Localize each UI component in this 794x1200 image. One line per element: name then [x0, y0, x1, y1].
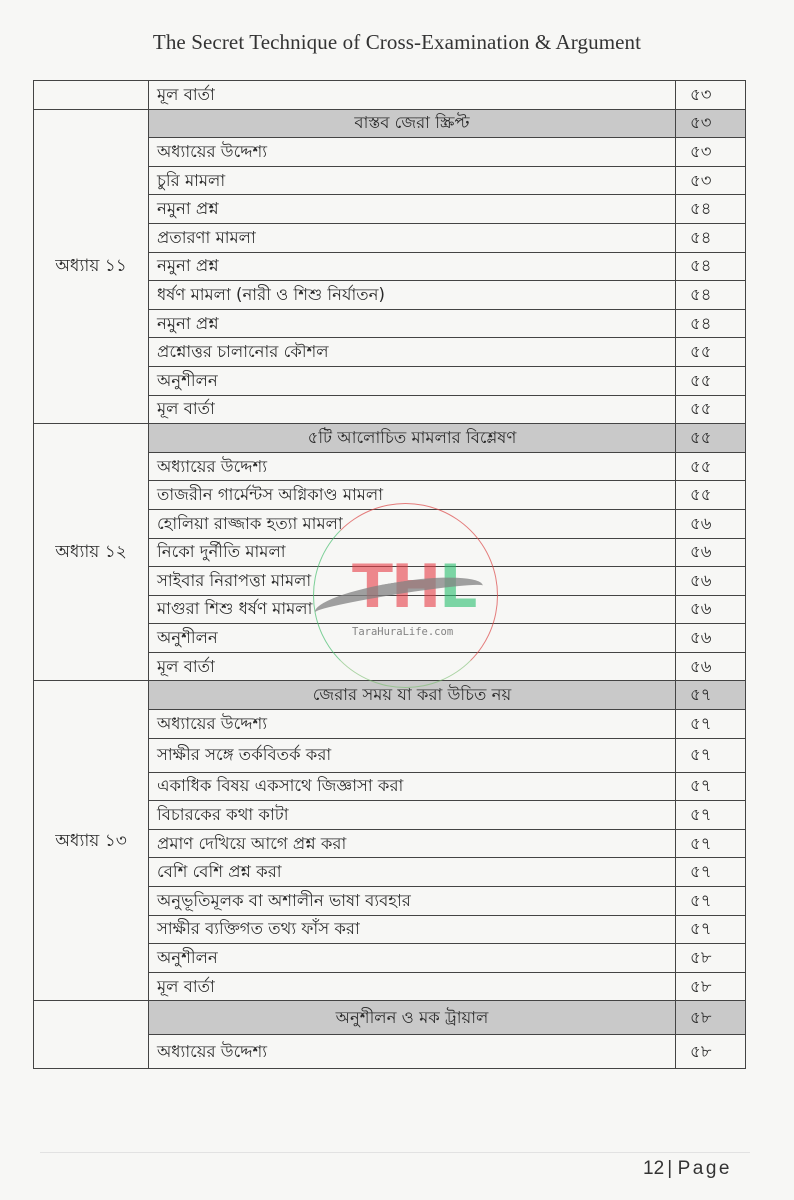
toc-entry-title: অনুশীলন — [149, 944, 676, 973]
toc-entry-title: অনুশীলন — [149, 624, 676, 653]
toc-row — [34, 81, 746, 110]
toc-entry-page: ৫৩ — [676, 166, 746, 195]
toc-entry-page: ৫৬ — [676, 652, 746, 681]
toc-entry-page: ৫৬ — [676, 595, 746, 624]
toc-entry-page: ৫৭ — [676, 710, 746, 739]
toc-entry-page: ৫৭ — [676, 772, 746, 801]
toc-entry-page: ৫৪ — [676, 309, 746, 338]
toc-entry-page: ৫৬ — [676, 538, 746, 567]
toc-entry-title: চুরি মামলা — [149, 166, 676, 195]
toc-entry-page: ৫৫ — [676, 395, 746, 424]
toc-entry-title: প্রতারণা মামলা — [149, 223, 676, 252]
toc-entry-page: ৫৮ — [676, 944, 746, 973]
toc-entry-page: ৫৭ — [676, 858, 746, 887]
toc-section-page: ৫৩ — [676, 109, 746, 138]
toc-entry-page: ৫৪ — [676, 223, 746, 252]
toc-entry-page: ৫৭ — [676, 887, 746, 916]
toc-entry-title: অনুভূতিমূলক বা অশালীন ভাষা ব্যবহার — [149, 887, 676, 916]
running-header: The Secret Technique of Cross-Examination & Argument — [152, 30, 642, 54]
toc-section-row — [34, 681, 746, 710]
toc-entry-title: প্রমাণ দেখিয়ে আগে প্রশ্ন করা — [149, 829, 676, 858]
toc-section-page: ৫৭ — [676, 681, 746, 710]
toc-entry-title: অনুশীলন — [149, 366, 676, 395]
watermark-letter-h: H — [390, 552, 440, 622]
table-of-contents — [33, 80, 746, 1069]
toc-entry-title: নমুনা প্রশ্ন — [149, 309, 676, 338]
toc-entry-title: নমুনা প্রশ্ন — [149, 252, 676, 281]
toc-entry-title: সাক্ষীর সঙ্গে তর্কবিতর্ক করা — [149, 738, 676, 772]
toc-entry-title: বেশি বেশি প্রশ্ন করা — [149, 858, 676, 887]
toc-entry-title: তাজরীন গার্মেন্টস অগ্নিকাণ্ড মামলা — [149, 481, 676, 510]
toc-entry-title: অধ্যায়ের উদ্দেশ্য — [149, 1035, 676, 1069]
toc-entry-page: ৫৬ — [676, 624, 746, 653]
chapter-label: অধ্যায় ১২ — [34, 424, 149, 681]
toc-entry-title: বিচারকের কথা কাটা — [149, 801, 676, 830]
toc-entry-page: ৫৩ — [676, 138, 746, 167]
toc-section-page: ৫৫ — [676, 424, 746, 453]
toc-section-title: জেরার সময় যা করা উচিত নয় — [149, 681, 676, 710]
toc-entry-title: হোলিয়া রাজ্জাক হত্যা মামলা — [149, 509, 676, 538]
toc-entry-title: মূল বার্তা — [149, 972, 676, 1001]
toc-entry-page: ৫৩ — [676, 81, 746, 110]
toc-entry-title: নিকো দুর্নীতি মামলা — [149, 538, 676, 567]
watermark-letter-t: T — [352, 552, 391, 622]
toc-entry-title: অধ্যায়ের উদ্দেশ্য — [149, 452, 676, 481]
page-number: 12 — [643, 1158, 665, 1179]
toc-section-page: ৫৮ — [676, 1001, 746, 1035]
toc-entry-title: অধ্যায়ের উদ্দেশ্য — [149, 710, 676, 739]
toc-entry-page: ৫৭ — [676, 915, 746, 944]
toc-entry-title: একাধিক বিষয় একসাথে জিজ্ঞাসা করা — [149, 772, 676, 801]
toc-entry-title: মূল বার্তা — [149, 652, 676, 681]
toc-entry-page: ৫৫ — [676, 481, 746, 510]
page-footer — [643, 1158, 732, 1180]
toc-entry-title: সাইবার নিরাপত্তা মামলা — [149, 567, 676, 596]
toc-entry-page: ৫৪ — [676, 195, 746, 224]
chapter-label: অধ্যায় ১১ — [34, 109, 149, 424]
footer-divider — [40, 1152, 750, 1153]
toc-entry-page: ৫৬ — [676, 567, 746, 596]
chapter-label: অধ্যায় ১৩ — [34, 681, 149, 1001]
toc-section-row — [34, 424, 746, 453]
watermark-text: TaraHuraLife.com — [352, 626, 454, 638]
toc-section-row — [34, 1001, 746, 1035]
toc-entry-title: প্রশ্নোত্তর চালানোর কৌশল — [149, 338, 676, 367]
toc-entry-page: ৫৮ — [676, 1035, 746, 1069]
footer-separator: | — [667, 1158, 675, 1179]
toc-entry-page: ৫৪ — [676, 281, 746, 310]
toc-entry-title: সাক্ষীর ব্যক্তিগত তথ্য ফাঁস করা — [149, 915, 676, 944]
toc-entry-title: মূল বার্তা — [149, 81, 676, 110]
toc-entry-page: ৫৭ — [676, 829, 746, 858]
toc-section-title: ৫টি আলোচিত মামলার বিশ্লেষণ — [149, 424, 676, 453]
toc-section-title: বাস্তব জেরা স্ক্রিপ্ট — [149, 109, 676, 138]
toc-entry-title: মূল বার্তা — [149, 395, 676, 424]
toc-entry-page: ৫৫ — [676, 338, 746, 367]
toc-section-row — [34, 109, 746, 138]
toc-section-title: অনুশীলন ও মক ট্রায়াল — [149, 1001, 676, 1035]
chapter-label — [34, 1001, 149, 1069]
toc-entry-page: ৫৭ — [676, 801, 746, 830]
toc-entry-page: ৫৭ — [676, 738, 746, 772]
toc-entry-page: ৫৫ — [676, 452, 746, 481]
toc-entry-page: ৫৮ — [676, 972, 746, 1001]
watermark-letter-l: L — [439, 552, 476, 622]
toc-entry-title: অধ্যায়ের উদ্দেশ্য — [149, 138, 676, 167]
chapter-cell-empty — [34, 81, 149, 110]
toc-entry-page: ৫৪ — [676, 252, 746, 281]
toc-entry-title: নমুনা প্রশ্ন — [149, 195, 676, 224]
toc-entry-page: ৫৫ — [676, 366, 746, 395]
page-label: Page — [677, 1158, 732, 1179]
toc-entry-title: ধর্ষণ মামলা (নারী ও শিশু নির্যাতন) — [149, 281, 676, 310]
toc-entry-title: মাগুরা শিশু ধর্ষণ মামলা — [149, 595, 676, 624]
toc-entry-page: ৫৬ — [676, 509, 746, 538]
